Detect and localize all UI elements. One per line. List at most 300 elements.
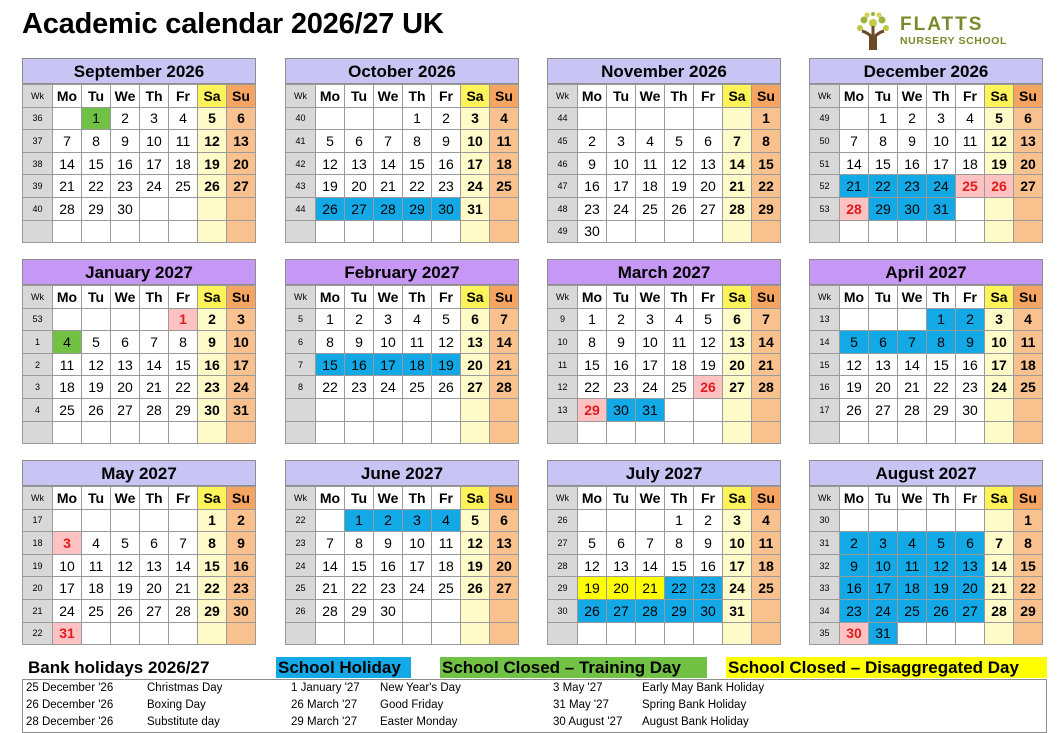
weekday-header: Tu (82, 286, 111, 309)
week-number: 5 (286, 308, 316, 331)
weekday-header: Th (403, 487, 432, 510)
day-cell (898, 509, 927, 532)
week-number: 6 (286, 331, 316, 354)
weekday-header: Tu (607, 286, 636, 309)
day-cell: 1 (345, 509, 374, 532)
week-row (23, 577, 256, 600)
legend-bar (22, 656, 1047, 679)
day-cell: 17 (53, 577, 82, 600)
day-cell: 23 (227, 577, 256, 600)
day-cell: 2 (345, 308, 374, 331)
day-cell: 27 (1014, 175, 1043, 198)
week-row (23, 421, 256, 444)
day-cell: 17 (636, 353, 665, 376)
day-cell: 13 (111, 353, 140, 376)
day-cell (1014, 421, 1043, 444)
day-cell: 14 (169, 554, 198, 577)
week-number: 27 (548, 532, 578, 555)
day-cell: 10 (985, 331, 1014, 354)
day-cell: 18 (490, 152, 519, 175)
day-cell: 11 (636, 152, 665, 175)
day-cell: 18 (432, 554, 461, 577)
month-block (547, 58, 781, 243)
day-cell: 10 (374, 331, 403, 354)
day-cell: 13 (694, 152, 723, 175)
week-number: 43 (286, 175, 316, 198)
day-cell: 31 (636, 398, 665, 421)
bank-holidays-list (22, 679, 1047, 733)
weekday-header: We (636, 487, 665, 510)
week-number: 15 (810, 353, 840, 376)
week-row (286, 175, 519, 198)
day-cell: 7 (752, 308, 781, 331)
week-row (286, 376, 519, 399)
weekday-header: Mo (316, 487, 345, 510)
day-cell: 28 (723, 197, 752, 220)
month-table (22, 84, 256, 243)
bank-holiday-name: Substitute day (147, 716, 220, 728)
day-cell: 7 (840, 130, 869, 153)
weekday-header: Sa (461, 286, 490, 309)
day-cell: 13 (607, 554, 636, 577)
day-cell (140, 509, 169, 532)
day-cell: 29 (869, 197, 898, 220)
day-cell (316, 622, 345, 645)
day-cell: 9 (345, 331, 374, 354)
day-cell: 16 (694, 554, 723, 577)
day-cell: 24 (985, 376, 1014, 399)
day-cell: 10 (53, 554, 82, 577)
day-cell: 21 (723, 175, 752, 198)
week-row (548, 308, 781, 331)
week-row (286, 331, 519, 354)
week-number: 11 (548, 353, 578, 376)
day-cell: 27 (111, 398, 140, 421)
weekday-header: Tu (869, 286, 898, 309)
day-cell (53, 107, 82, 130)
day-cell: 19 (316, 175, 345, 198)
day-cell: 8 (927, 331, 956, 354)
week-number: 17 (23, 509, 53, 532)
day-cell (956, 197, 985, 220)
day-cell: 30 (374, 599, 403, 622)
day-cell (432, 599, 461, 622)
day-cell: 7 (316, 532, 345, 555)
day-cell: 4 (490, 107, 519, 130)
day-cell (1014, 622, 1043, 645)
day-cell: 4 (432, 509, 461, 532)
day-cell: 4 (53, 331, 82, 354)
day-cell (985, 197, 1014, 220)
week-row (810, 376, 1043, 399)
week-number: 13 (548, 398, 578, 421)
weekday-header-row (548, 286, 781, 309)
day-cell: 4 (169, 107, 198, 130)
day-cell: 16 (198, 353, 227, 376)
day-cell (140, 622, 169, 645)
day-cell: 16 (898, 152, 927, 175)
bank-holiday-date: 31 May '27 (553, 699, 609, 711)
day-cell: 1 (198, 509, 227, 532)
week-row (23, 175, 256, 198)
week-number: 3 (23, 376, 53, 399)
day-cell (198, 421, 227, 444)
month-table (547, 84, 781, 243)
month-title: July 2027 (547, 460, 781, 486)
week-number: 26 (548, 509, 578, 532)
day-cell (111, 308, 140, 331)
week-row (548, 130, 781, 153)
week-row (286, 599, 519, 622)
day-cell: 29 (665, 599, 694, 622)
week-row (548, 577, 781, 600)
day-cell: 23 (607, 376, 636, 399)
day-cell (752, 599, 781, 622)
week-row (548, 152, 781, 175)
day-cell (432, 622, 461, 645)
day-cell (169, 509, 198, 532)
week-number: 46 (548, 152, 578, 175)
day-cell: 20 (869, 376, 898, 399)
day-cell: 29 (169, 398, 198, 421)
week-number: 37 (23, 130, 53, 153)
day-cell: 14 (140, 353, 169, 376)
day-cell (578, 622, 607, 645)
week-row (23, 107, 256, 130)
day-cell: 18 (403, 353, 432, 376)
week-number: 21 (23, 599, 53, 622)
day-cell: 18 (898, 577, 927, 600)
day-cell: 6 (694, 130, 723, 153)
day-cell: 27 (956, 599, 985, 622)
day-cell: 12 (82, 353, 111, 376)
day-cell: 15 (82, 152, 111, 175)
week-row (23, 398, 256, 421)
weekday-header-row (286, 85, 519, 108)
month-title: September 2026 (22, 58, 256, 84)
day-cell: 28 (490, 376, 519, 399)
day-cell: 20 (607, 577, 636, 600)
legend-training-day: School Closed – Training Day (440, 657, 707, 678)
day-cell: 8 (869, 130, 898, 153)
day-cell (140, 197, 169, 220)
week-number: 20 (23, 577, 53, 600)
day-cell (82, 421, 111, 444)
day-cell (374, 398, 403, 421)
month-table (547, 285, 781, 444)
day-cell (840, 421, 869, 444)
day-cell: 27 (490, 577, 519, 600)
week-row (810, 130, 1043, 153)
day-cell: 30 (840, 622, 869, 645)
day-cell: 24 (869, 599, 898, 622)
day-cell: 5 (578, 532, 607, 555)
day-cell: 20 (140, 577, 169, 600)
day-cell: 23 (198, 376, 227, 399)
day-cell: 9 (694, 532, 723, 555)
day-cell: 2 (840, 532, 869, 555)
bank-holiday-name: Good Friday (380, 699, 444, 711)
day-cell: 9 (374, 532, 403, 555)
week-row (286, 152, 519, 175)
day-cell (665, 398, 694, 421)
weekday-header: Fr (956, 85, 985, 108)
day-cell: 16 (432, 152, 461, 175)
day-cell: 21 (752, 353, 781, 376)
day-cell: 18 (82, 577, 111, 600)
day-cell: 14 (374, 152, 403, 175)
day-cell: 3 (461, 107, 490, 130)
weekday-header: Sa (723, 286, 752, 309)
week-number: 7 (286, 353, 316, 376)
day-cell (869, 509, 898, 532)
day-cell: 13 (227, 130, 256, 153)
weekday-header: Su (490, 286, 519, 309)
day-cell: 20 (723, 353, 752, 376)
week-row (810, 308, 1043, 331)
day-cell (490, 622, 519, 645)
day-cell: 18 (1014, 353, 1043, 376)
day-cell (898, 622, 927, 645)
day-cell: 6 (490, 509, 519, 532)
day-cell: 26 (840, 398, 869, 421)
day-cell: 16 (578, 175, 607, 198)
day-cell (636, 421, 665, 444)
month-block (809, 58, 1043, 243)
day-cell: 12 (694, 331, 723, 354)
day-cell: 1 (403, 107, 432, 130)
day-cell: 16 (840, 577, 869, 600)
day-cell: 15 (403, 152, 432, 175)
day-cell (723, 421, 752, 444)
day-cell: 9 (578, 152, 607, 175)
month-table (285, 486, 519, 645)
day-cell: 15 (1014, 554, 1043, 577)
weekday-header-row (548, 85, 781, 108)
day-cell: 2 (694, 509, 723, 532)
day-cell: 30 (227, 599, 256, 622)
day-cell: 22 (752, 175, 781, 198)
day-cell: 23 (374, 577, 403, 600)
day-cell: 19 (82, 376, 111, 399)
week-header: Wk (23, 85, 53, 108)
day-cell: 26 (578, 599, 607, 622)
day-cell: 9 (198, 331, 227, 354)
week-row (548, 554, 781, 577)
weekday-header: Su (1014, 85, 1043, 108)
day-cell: 6 (461, 308, 490, 331)
weekday-header: Th (927, 286, 956, 309)
day-cell (1014, 197, 1043, 220)
weekday-header: Th (665, 85, 694, 108)
day-cell (636, 107, 665, 130)
week-header: Wk (23, 286, 53, 309)
day-cell (694, 398, 723, 421)
day-cell: 5 (927, 532, 956, 555)
day-cell: 22 (82, 175, 111, 198)
day-cell (607, 622, 636, 645)
bank-holiday-name: New Year's Day (380, 682, 461, 694)
day-cell: 24 (723, 577, 752, 600)
day-cell (607, 220, 636, 243)
day-cell: 11 (169, 130, 198, 153)
day-cell: 8 (1014, 532, 1043, 555)
week-number: 10 (548, 331, 578, 354)
month-title: December 2026 (809, 58, 1043, 84)
day-cell (316, 220, 345, 243)
day-cell: 11 (82, 554, 111, 577)
week-row (286, 509, 519, 532)
day-cell: 11 (1014, 331, 1043, 354)
week-number: 49 (548, 220, 578, 243)
day-cell (169, 622, 198, 645)
day-cell: 12 (985, 130, 1014, 153)
bank-holiday-date: 26 December '26 (26, 699, 114, 711)
day-cell (956, 421, 985, 444)
day-cell: 5 (461, 509, 490, 532)
bank-holiday-date: 28 December '26 (26, 716, 114, 728)
day-cell: 22 (198, 577, 227, 600)
day-cell: 6 (607, 532, 636, 555)
day-cell (345, 398, 374, 421)
day-cell (432, 398, 461, 421)
day-cell (1014, 220, 1043, 243)
weekday-header: Tu (869, 85, 898, 108)
week-row (548, 376, 781, 399)
day-cell: 17 (227, 353, 256, 376)
day-cell (198, 622, 227, 645)
day-cell (723, 398, 752, 421)
day-cell (374, 220, 403, 243)
day-cell: 11 (432, 532, 461, 555)
day-cell: 27 (140, 599, 169, 622)
day-cell (1014, 398, 1043, 421)
week-row (548, 175, 781, 198)
day-cell: 12 (432, 331, 461, 354)
day-cell: 14 (723, 152, 752, 175)
day-cell: 21 (840, 175, 869, 198)
week-number: 18 (23, 532, 53, 555)
day-cell: 19 (461, 554, 490, 577)
day-cell: 9 (607, 331, 636, 354)
day-cell: 24 (374, 376, 403, 399)
bank-holiday-name: Christmas Day (147, 682, 223, 694)
day-cell: 26 (927, 599, 956, 622)
day-cell (316, 509, 345, 532)
weekday-header: Su (752, 85, 781, 108)
weekday-header: Su (227, 487, 256, 510)
page-title: Academic calendar 2026/27 UK (22, 8, 444, 40)
day-cell: 15 (927, 353, 956, 376)
day-cell (607, 107, 636, 130)
day-cell: 13 (723, 331, 752, 354)
day-cell: 1 (927, 308, 956, 331)
day-cell: 17 (869, 577, 898, 600)
week-number: 44 (548, 107, 578, 130)
day-cell: 4 (752, 509, 781, 532)
day-cell (403, 599, 432, 622)
day-cell: 20 (1014, 152, 1043, 175)
week-row (286, 107, 519, 130)
day-cell (665, 107, 694, 130)
day-cell (840, 509, 869, 532)
month-title: August 2027 (809, 460, 1043, 486)
week-number: 13 (810, 308, 840, 331)
week-number: 23 (286, 532, 316, 555)
day-cell (316, 421, 345, 444)
day-cell: 18 (752, 554, 781, 577)
day-cell: 31 (869, 622, 898, 645)
week-number: 29 (548, 577, 578, 600)
day-cell: 10 (607, 152, 636, 175)
week-number: 38 (23, 152, 53, 175)
day-cell: 5 (111, 532, 140, 555)
weekday-header: Tu (607, 85, 636, 108)
month-block (285, 58, 519, 243)
weekday-header: We (636, 286, 665, 309)
weekday-header: Th (140, 85, 169, 108)
week-row (23, 622, 256, 645)
weekday-header: Su (1014, 286, 1043, 309)
bank-holiday-name: August Bank Holiday (642, 716, 749, 728)
day-cell: 5 (316, 130, 345, 153)
weekday-header: We (898, 85, 927, 108)
logo-sub-text: NURSERY SCHOOL (900, 35, 1007, 48)
day-cell: 22 (927, 376, 956, 399)
day-cell: 1 (578, 308, 607, 331)
weekday-header: Th (140, 487, 169, 510)
day-cell (227, 220, 256, 243)
day-cell: 25 (1014, 376, 1043, 399)
week-number (286, 421, 316, 444)
day-cell (607, 421, 636, 444)
day-cell (316, 107, 345, 130)
day-cell (82, 220, 111, 243)
day-cell (927, 622, 956, 645)
month-table (22, 285, 256, 444)
week-row (23, 308, 256, 331)
day-cell: 24 (636, 376, 665, 399)
day-cell (490, 197, 519, 220)
day-cell: 20 (694, 175, 723, 198)
week-number: 45 (548, 130, 578, 153)
day-cell (432, 421, 461, 444)
day-cell: 10 (403, 532, 432, 555)
weekday-header: Th (403, 286, 432, 309)
day-cell (198, 220, 227, 243)
day-cell: 31 (927, 197, 956, 220)
day-cell: 16 (345, 353, 374, 376)
day-cell: 13 (345, 152, 374, 175)
week-header: Wk (548, 487, 578, 510)
day-cell (869, 308, 898, 331)
day-cell: 12 (111, 554, 140, 577)
day-cell: 25 (82, 599, 111, 622)
day-cell: 23 (956, 376, 985, 399)
weekday-header: Sa (198, 85, 227, 108)
weekday-header: We (111, 286, 140, 309)
day-cell: 1 (1014, 509, 1043, 532)
day-cell: 23 (694, 577, 723, 600)
day-cell: 14 (752, 331, 781, 354)
day-cell: 7 (723, 130, 752, 153)
bank-holiday-name: Spring Bank Holiday (642, 699, 747, 711)
week-number: 28 (548, 554, 578, 577)
day-cell: 20 (490, 554, 519, 577)
week-row (810, 421, 1043, 444)
day-cell: 8 (316, 331, 345, 354)
day-cell: 14 (636, 554, 665, 577)
